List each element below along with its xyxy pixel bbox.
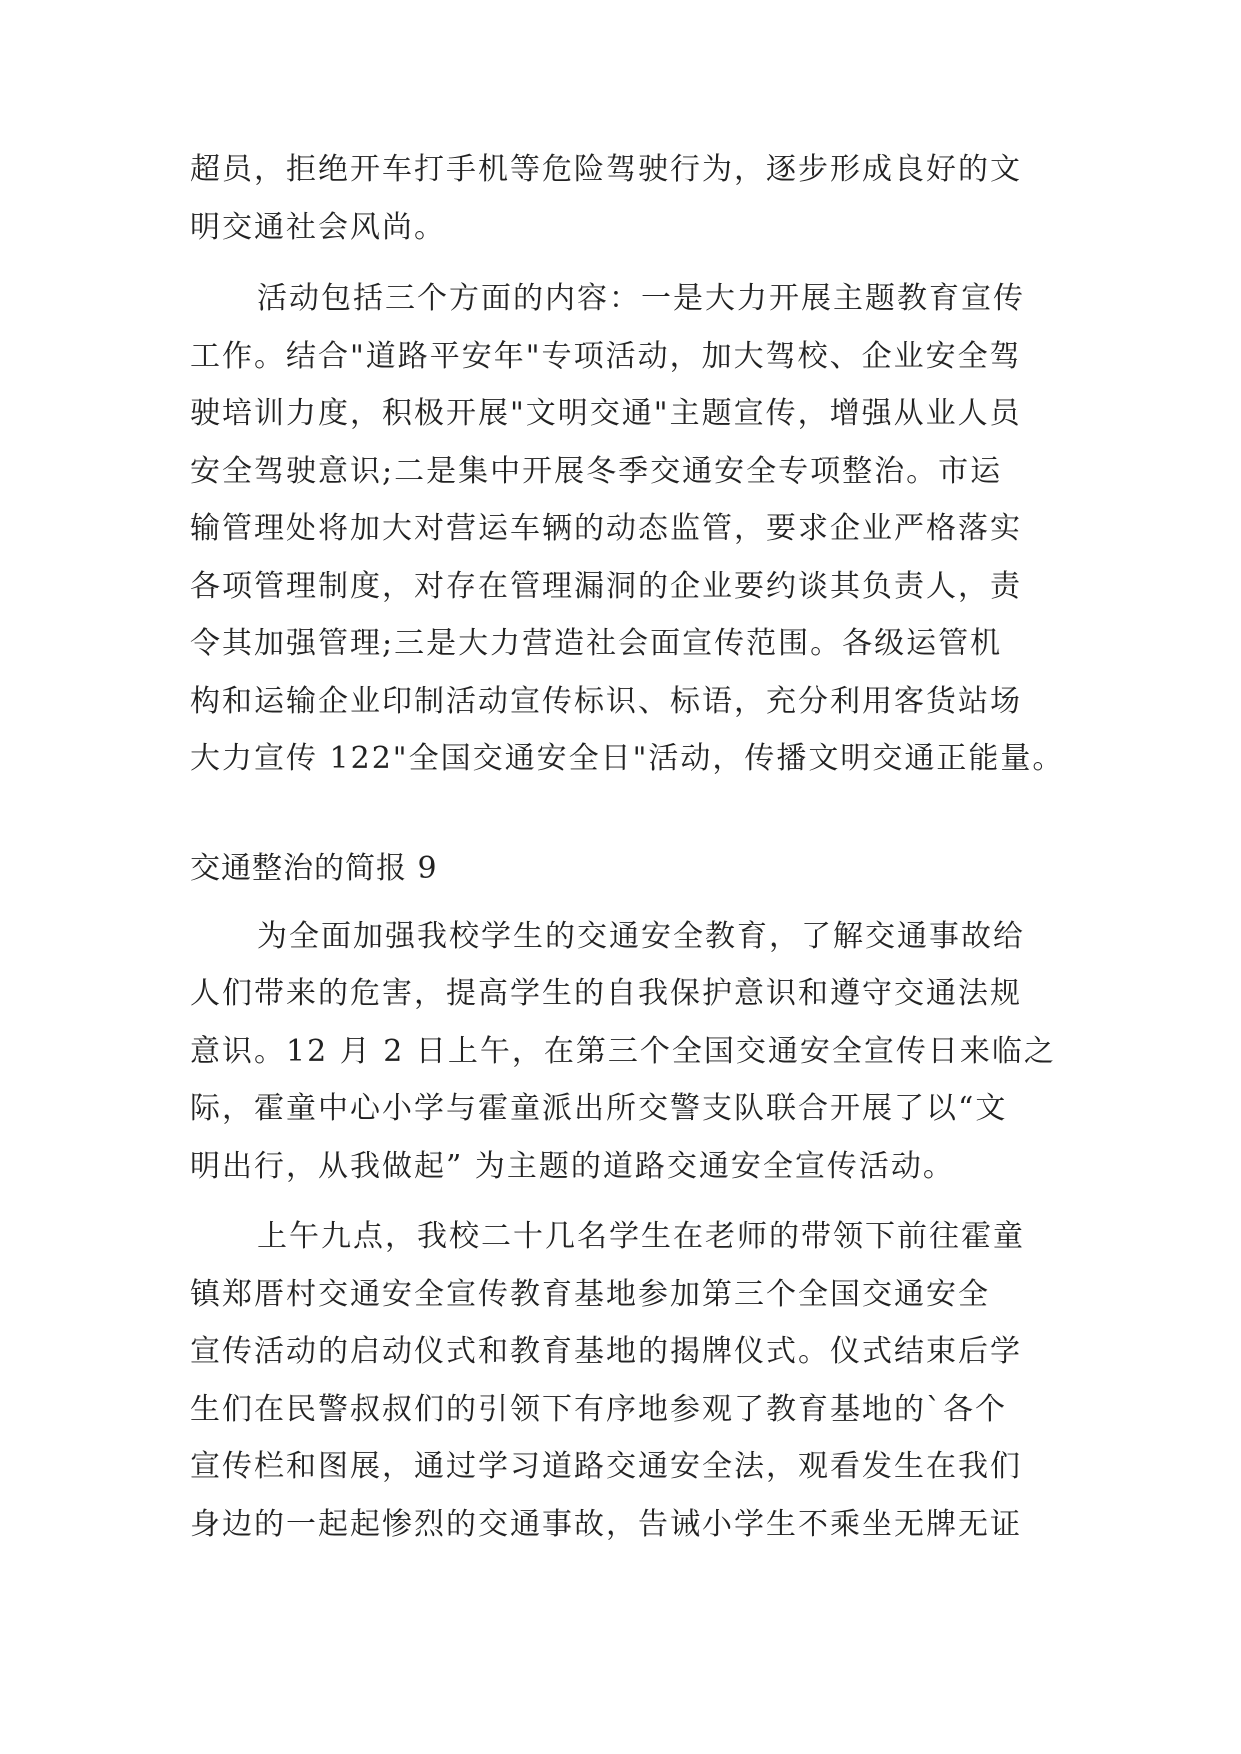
paragraph-line: 身边的一起起惨烈的交通事故，告诫小学生不乘坐无牌无证	[190, 1507, 1022, 1542]
paragraph-line: 明出行，从我做起” 为主题的道路交通安全宣传活动。	[190, 1149, 955, 1184]
paragraph-line: 上午九点，我校二十几名学生在老师的带领下前往霍童	[257, 1219, 1025, 1254]
paragraph-line: 生们在民警叔叔们的引领下有序地参观了教育基地的`各个	[190, 1392, 1007, 1427]
paragraph-line: 构和运输企业印制活动宣传标识、标语，充分利用客货站场	[190, 684, 1022, 719]
paragraph-line: 明交通社会风尚。	[190, 210, 446, 245]
paragraph-line: 各项管理制度，对存在管理漏洞的企业要约谈其负责人，责	[190, 569, 1022, 604]
paragraph-line: 输管理处将加大对营运车辆的动态监管，要求企业严格落实	[190, 511, 1022, 546]
paragraph-line: 宣传活动的启动仪式和教育基地的揭牌仪式。仪式结束后学	[190, 1334, 1022, 1369]
paragraph-line: 大力宣传 122"全国交通安全日"活动，传播文明交通正能量。	[190, 741, 1065, 776]
paragraph-line: 为全面加强我校学生的交通安全教育，了解交通事故给	[257, 919, 1025, 954]
paragraph-line: 际，霍童中心小学与霍童派出所交警支队联合开展了以“文	[190, 1091, 1008, 1126]
paragraph-line: 驶培训力度，积极开展"文明交通"主题宣传，增强从业人员	[190, 396, 1022, 431]
paragraph-line: 活动包括三个方面的内容：一是大力开展主题教育宣传	[257, 281, 1025, 316]
paragraph-line: 意识。12 月 2 日上午，在第三个全国交通安全宣传日来临之	[190, 1034, 1056, 1069]
paragraph-line: 安全驾驶意识;二是集中开展冬季交通安全专项整治。市运	[190, 454, 1003, 489]
paragraph-line: 超员，拒绝开车打手机等危险驾驶行为，逐步形成良好的文	[190, 152, 1022, 187]
section-title: 交通整治的简报 9	[190, 851, 438, 886]
paragraph-line: 宣传栏和图展，通过学习道路交通安全法，观看发生在我们	[190, 1449, 1022, 1484]
paragraph-line: 令其加强管理;三是大力营造社会面宣传范围。各级运管机	[190, 626, 1003, 661]
paragraph-line: 工作。结合"道路平安年"专项活动，加大驾校、企业安全驾	[190, 339, 1022, 374]
paragraph-line: 人们带来的危害，提高学生的自我保护意识和遵守交通法规	[190, 976, 1022, 1011]
paragraph-line: 镇郑厝村交通安全宣传教育基地参加第三个全国交通安全	[190, 1277, 990, 1312]
